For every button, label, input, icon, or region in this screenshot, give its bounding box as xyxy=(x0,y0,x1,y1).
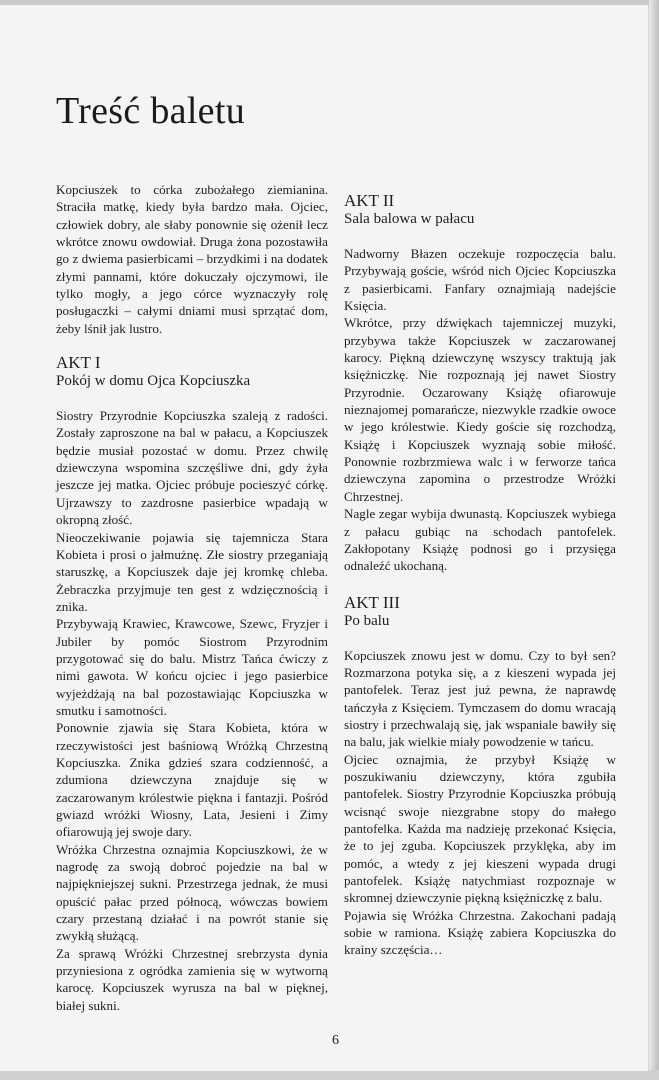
act-1-paragraph: Nieoczekiwanie pojawia się tajemnicza Stara Kobieta i prosi o jałmużnę. Złe siostry przeganiają staruszkę, a Kopciuszek daje jej kromkę chleba. Żebraczka przyjmuje ten gest z wdzięcznością i znika. xyxy=(56,529,328,614)
scan-edge-bottom xyxy=(0,1070,659,1080)
act-3-paragraph: Pojawia się Wróżka Chrzestna. Zakochani padają sobie w ramiona. Książę zabiera Kopciuszka do krainy szczęścia… xyxy=(344,907,616,958)
act-2-heading xyxy=(344,191,616,229)
act-3-paragraph: Kopciuszek znowu jest w domu. Czy to był sen? Rozmarzona potyka się, a z kieszeni wypada jej pantofelek. Teraz jest już pewna, że naprawdę tańczyła z Księciem. Tymczasem do domu wracają siostry i przechwalają się, jak wspaniale bawiły się na balu, jak wielkie miały powodzenie w tańcu. xyxy=(344,647,616,750)
page xyxy=(0,5,648,1071)
act-1-paragraph: Przybywają Krawiec, Krawcowe, Szewc, Fryzjer i Jubiler by pomóc Siostrom Przyrodnim przygotować się do balu. Mistrz Tańca ćwiczy z nimi gawota. W końcu ojciec i jego pasierbice wyjeżdżają na bal pozostawiając Kopciuszka w smutku i samotności. xyxy=(56,616,328,718)
act-2-paragraph: Wkrótce, przy dźwiękach tajemniczej muzyki, przybywa także Kopciuszek w zaczarowanej karocy. Piękną dziewczynę wszyscy traktują jak księżniczkę. Nie rozpoznają jej nawet Siostry Przyrodnie. Oczarowany Książę ofiarowuje nieznajomej pomarańcze, niezwykle rzadkie owoce w jego królestwie. Kiedy goście się rozchodzą, Książę i Kopciuszek wyznają sobie miłość. Ponownie rozbrzmiewa walc i w ferworze tańca dziewczyna zapomina o przestrodze Wróżki Chrzestnej. xyxy=(344,315,616,504)
act-2-paragraph: Nagle zegar wybija dwunastą. Kopciuszek wybiega z pałacu gubiąc na schodach pantofelek. Zakłopotany Książę podnosi go i przysięga odnaleźć ukochaną. xyxy=(344,506,616,574)
act-1-subtitle: Pokój w domu Ojca Kopciuszka xyxy=(56,373,251,390)
page-title: Treść baletu xyxy=(56,90,245,132)
act-1-paragraph: Wróżka Chrzestna oznajmia Kopciuszkowi, że w nagrodę za swoją dobroć pojedzie na bal w najpiękniejszej sukni. Przestrzega jednak, że musi opuścić pałac przed północą, wówczas bowiem czary przestaną działać i na powrót stanie się zwykłą służącą. xyxy=(56,841,328,944)
left-column xyxy=(56,181,328,1014)
act-1-heading xyxy=(56,353,328,391)
act-1-paragraph: Siostry Przyrodnie Kopciuszka szaleją z radości. Zostały zaproszone na bal w pałacu, a Kopciuszek będzie musiał pozostać w domu. Przez chwilę dziewczyna wspomina szczęśliwe dni, gdy żyła jeszcze jej matka. Ojciec próbuje pocieszyć córkę. Ujrzawszy to zazdrosne pasierbice wpadają w okropną złość. xyxy=(56,408,328,528)
page-number: 6 xyxy=(332,1033,339,1048)
act-1-paragraph: Za sprawą Wróżki Chrzestnej srebrzysta dynia przyniesiona z ogródka zamienia się w wytworną karocę. Kopciuszek wyrusza na bal w pięknej, białej sukni. xyxy=(56,945,328,1013)
right-column xyxy=(344,191,616,959)
scan-edge-right xyxy=(649,0,659,1080)
act-2-paragraph: Nadworny Błazen oczekuje rozpoczęcia balu. Przybywają goście, wśród nich Ojciec Kopciuszka z pasierbicami. Fanfary oznajmiają nadejście Księcia. xyxy=(344,246,616,314)
act-3-paragraph: Ojciec oznajmia, że przybył Książę w poszukiwaniu dziewczyny, która zgubiła pantofelek. Siostry Przyrodnie Kopciuszka próbują wcisnąć swoje niezgrabne stopy do małego pantofelka. Każda ma nadzieję przekonać Księcia, że to jej zguba. Kopciuszek przyklęka, aby im pomóc, a wtedy z jej kieszeni wypada drugi pantofelek. Książę natychmiast rozpoznaje w skromnej dziewczynie piękną księżniczkę z balu. xyxy=(344,751,616,906)
act-3-subtitle: Po balu xyxy=(344,612,390,629)
act-3-title: AKT III xyxy=(344,592,400,612)
act-3-heading xyxy=(344,593,616,631)
intro-paragraph: Kopciuszek to córka zubożałego ziemianina. Straciła matkę, kiedy była bardzo mała. Ojciec, człowiek dobry, ale słaby ponownie się ożenił lecz wkrótce znowu owdowiał. Druga żona pozostawiła go z dwiema pasierbicami – brzydkimi i na dodatek złymi pannami, które dokuczały ojczymowi, ile tylko mogły, a jego córce wyznaczyły rolę posługaczki – całymi dniami musi sprzątać dom, żeby lśnił jak lustro. xyxy=(56,182,328,336)
act-2-title: AKT II xyxy=(344,191,395,210)
act-1-paragraph: Ponownie zjawia się Stara Kobieta, która w rzeczywistości jest baśniową Wróżką Chrzestną Kopciuszka. Znika gdzieś szara codzienność, a zdumiona dziewczyna znajduje się w zaczarowanym królestwie piękna i fantazji. Pośród gwiazd wróżki Wiosny, Lata, Jesieni i Zimy ofiarowują jej swoje dary. xyxy=(56,720,328,840)
act-2-subtitle: Sala balowa w pałacu xyxy=(344,211,475,227)
act-1-title: AKT I xyxy=(56,353,101,373)
